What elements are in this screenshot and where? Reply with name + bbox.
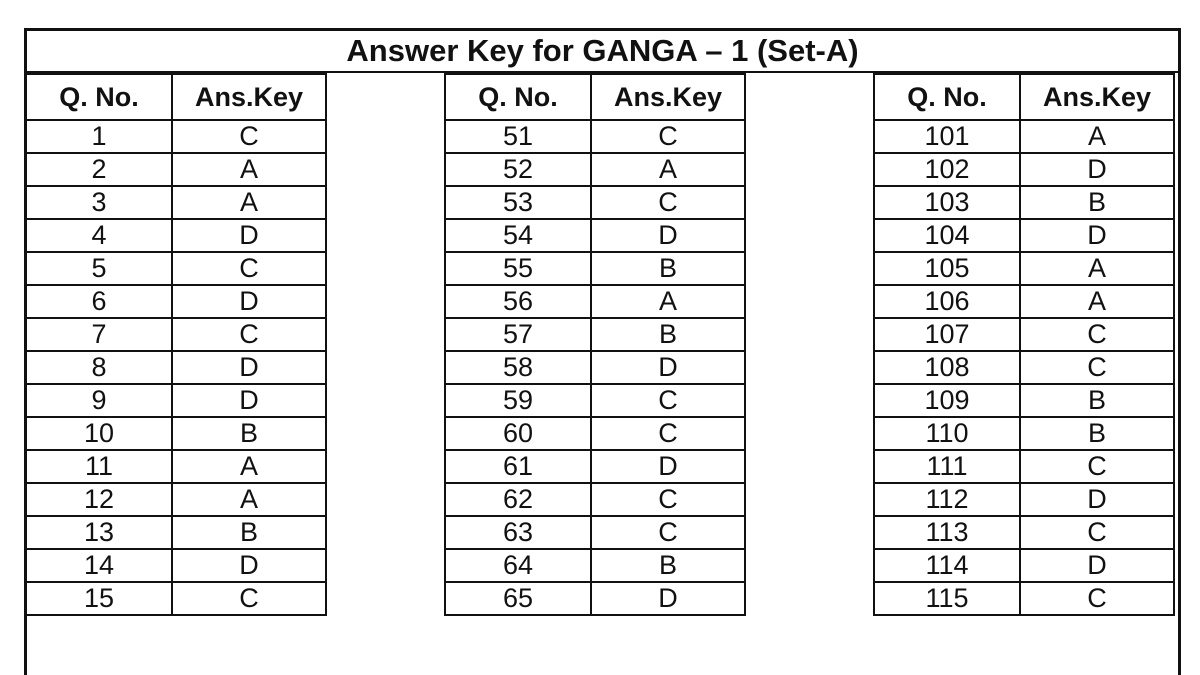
table-row <box>26 351 326 384</box>
answer-cell: A <box>591 285 745 318</box>
table-row <box>445 153 745 186</box>
answer-cell: A <box>1020 285 1174 318</box>
table-row <box>26 219 326 252</box>
answer-cell: A <box>172 153 326 186</box>
table-row <box>26 318 326 351</box>
table-row <box>445 417 745 450</box>
answer-key-header: Ans.Key <box>591 74 745 120</box>
table-row <box>874 549 1174 582</box>
question-number-cell: 10 <box>26 417 172 450</box>
answer-cell: C <box>591 186 745 219</box>
answer-cell: C <box>1020 450 1174 483</box>
answer-cell: A <box>172 450 326 483</box>
table-row <box>874 384 1174 417</box>
question-number-cell: 58 <box>445 351 591 384</box>
answer-cell: D <box>172 549 326 582</box>
question-number-cell: 1 <box>26 120 172 153</box>
question-number-cell: 55 <box>445 252 591 285</box>
answer-cell: D <box>591 450 745 483</box>
question-number-header: Q. No. <box>445 74 591 120</box>
question-number-cell: 62 <box>445 483 591 516</box>
answer-table-3 <box>873 73 1175 616</box>
answer-cell: C <box>172 252 326 285</box>
question-number-cell: 7 <box>26 318 172 351</box>
answer-cell: A <box>591 153 745 186</box>
question-number-cell: 14 <box>26 549 172 582</box>
answer-cell: B <box>172 417 326 450</box>
table-row <box>26 153 326 186</box>
table-row <box>874 582 1174 615</box>
table-row <box>26 450 326 483</box>
question-number-cell: 13 <box>26 516 172 549</box>
question-number-cell: 113 <box>874 516 1020 549</box>
answer-cell: B <box>1020 384 1174 417</box>
table-row <box>445 285 745 318</box>
question-number-cell: 105 <box>874 252 1020 285</box>
table-row <box>445 516 745 549</box>
answer-cell: C <box>1020 351 1174 384</box>
answer-cell: D <box>591 351 745 384</box>
question-number-cell: 6 <box>26 285 172 318</box>
table-row <box>26 417 326 450</box>
answer-cell: B <box>591 252 745 285</box>
table-row <box>874 285 1174 318</box>
question-number-cell: 9 <box>26 384 172 417</box>
table-row <box>445 318 745 351</box>
question-number-header: Q. No. <box>874 74 1020 120</box>
question-number-cell: 54 <box>445 219 591 252</box>
question-number-cell: 104 <box>874 219 1020 252</box>
question-number-cell: 112 <box>874 483 1020 516</box>
table-row <box>26 120 326 153</box>
table-row <box>445 582 745 615</box>
table-row <box>874 516 1174 549</box>
question-number-cell: 109 <box>874 384 1020 417</box>
answer-cell: A <box>1020 120 1174 153</box>
answer-cell: C <box>172 120 326 153</box>
answer-cell: D <box>591 582 745 615</box>
table-row <box>874 417 1174 450</box>
table-header-row <box>874 74 1174 120</box>
table-row <box>445 549 745 582</box>
table-row <box>26 582 326 615</box>
answer-cell: A <box>1020 252 1174 285</box>
answer-cell: B <box>591 549 745 582</box>
table-row <box>26 516 326 549</box>
question-number-cell: 5 <box>26 252 172 285</box>
answer-cell: B <box>1020 417 1174 450</box>
table-row <box>445 450 745 483</box>
question-number-cell: 110 <box>874 417 1020 450</box>
table-row <box>874 351 1174 384</box>
question-number-cell: 115 <box>874 582 1020 615</box>
question-number-cell: 114 <box>874 549 1020 582</box>
answer-cell: A <box>172 186 326 219</box>
question-number-cell: 60 <box>445 417 591 450</box>
question-number-cell: 8 <box>26 351 172 384</box>
table-row <box>445 483 745 516</box>
question-number-cell: 11 <box>26 450 172 483</box>
table-row <box>26 384 326 417</box>
question-number-cell: 108 <box>874 351 1020 384</box>
question-number-cell: 2 <box>26 153 172 186</box>
answer-cell: B <box>1020 186 1174 219</box>
answer-cell: C <box>172 318 326 351</box>
table-row <box>874 120 1174 153</box>
answer-cell: C <box>1020 582 1174 615</box>
table-row <box>26 252 326 285</box>
table-row <box>445 351 745 384</box>
answer-cell: D <box>1020 219 1174 252</box>
table-row <box>874 318 1174 351</box>
table-row <box>445 384 745 417</box>
answer-key-header: Ans.Key <box>1020 74 1174 120</box>
table-header-row <box>26 74 326 120</box>
question-number-cell: 61 <box>445 450 591 483</box>
answer-cell: D <box>172 384 326 417</box>
table-row <box>26 285 326 318</box>
question-number-cell: 57 <box>445 318 591 351</box>
answer-cell: D <box>1020 549 1174 582</box>
answer-key-header: Ans.Key <box>172 74 326 120</box>
table-row <box>26 483 326 516</box>
question-number-cell: 64 <box>445 549 591 582</box>
table-row <box>874 186 1174 219</box>
answer-cell: B <box>172 516 326 549</box>
question-number-cell: 65 <box>445 582 591 615</box>
table-row <box>874 483 1174 516</box>
table-row <box>874 252 1174 285</box>
answer-cell: C <box>591 417 745 450</box>
answer-cell: C <box>1020 516 1174 549</box>
table-row <box>26 549 326 582</box>
question-number-cell: 111 <box>874 450 1020 483</box>
answer-cell: C <box>591 483 745 516</box>
table-row <box>874 450 1174 483</box>
question-number-cell: 56 <box>445 285 591 318</box>
question-number-cell: 59 <box>445 384 591 417</box>
question-number-cell: 15 <box>26 582 172 615</box>
answer-key-title: Answer Key for GANGA – 1 (Set-A) <box>24 28 1181 73</box>
table-row <box>445 186 745 219</box>
question-number-cell: 53 <box>445 186 591 219</box>
table-header-row <box>445 74 745 120</box>
answer-cell: A <box>172 483 326 516</box>
question-number-cell: 3 <box>26 186 172 219</box>
table-row <box>874 219 1174 252</box>
answer-cell: D <box>591 219 745 252</box>
question-number-cell: 12 <box>26 483 172 516</box>
question-number-cell: 52 <box>445 153 591 186</box>
answer-cell: C <box>591 120 745 153</box>
question-number-cell: 106 <box>874 285 1020 318</box>
answer-table-1 <box>25 73 327 616</box>
answer-cell: D <box>1020 483 1174 516</box>
question-number-header: Q. No. <box>26 74 172 120</box>
answer-cell: C <box>591 384 745 417</box>
answer-cell: D <box>172 351 326 384</box>
answer-cell: C <box>591 516 745 549</box>
table-row <box>445 219 745 252</box>
table-row <box>445 120 745 153</box>
answer-table-2 <box>444 73 746 616</box>
question-number-cell: 51 <box>445 120 591 153</box>
question-number-cell: 4 <box>26 219 172 252</box>
table-row <box>26 186 326 219</box>
question-number-cell: 102 <box>874 153 1020 186</box>
table-row <box>445 252 745 285</box>
answer-cell: D <box>172 219 326 252</box>
answer-cell: C <box>172 582 326 615</box>
question-number-cell: 63 <box>445 516 591 549</box>
answer-cell: B <box>591 318 745 351</box>
outer-border-right <box>1178 73 1181 675</box>
table-row <box>874 153 1174 186</box>
question-number-cell: 107 <box>874 318 1020 351</box>
question-number-cell: 103 <box>874 186 1020 219</box>
question-number-cell: 101 <box>874 120 1020 153</box>
answer-cell: D <box>1020 153 1174 186</box>
answer-cell: D <box>172 285 326 318</box>
answer-cell: C <box>1020 318 1174 351</box>
